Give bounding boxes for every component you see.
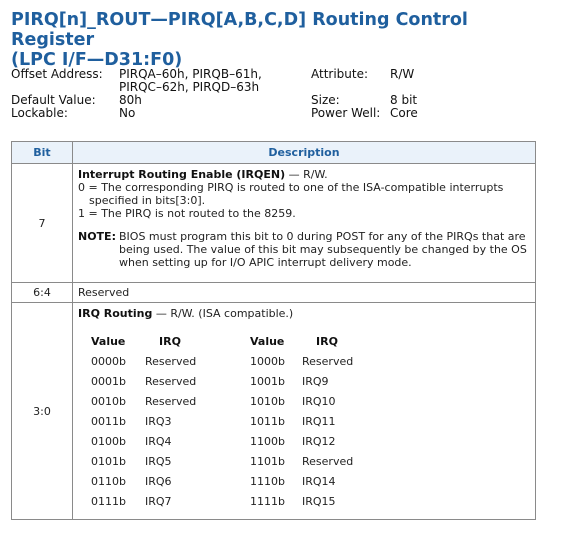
- routing-irq: Reserved: [145, 395, 197, 408]
- routing-value: 0101b: [91, 455, 126, 468]
- bit-cell: 7: [12, 164, 73, 283]
- reserved-text: Reserved: [78, 286, 130, 299]
- field-name: Interrupt Routing Enable (IRQEN): [78, 168, 286, 181]
- column-header-irq: IRQ: [159, 335, 181, 348]
- field-name: IRQ Routing: [78, 307, 153, 320]
- routing-irq: Reserved: [302, 355, 354, 368]
- option-0-text: 0 = The corresponding PIRQ is routed to one of the ISA-compatible interrupts: [78, 181, 504, 194]
- routing-irq: IRQ5: [145, 455, 172, 468]
- description-cell: [73, 283, 536, 303]
- attribute-value: R/W: [390, 67, 415, 81]
- routing-value: 0011b: [91, 415, 126, 428]
- column-header-irq: IRQ: [316, 335, 338, 348]
- field-attribute: — R/W.: [285, 168, 328, 181]
- field-attribute: — R/W. (ISA compatible.): [152, 307, 294, 320]
- routing-irq: Reserved: [302, 455, 354, 468]
- note-text: BIOS must program this bit to 0 during POST for any of the PIRQs that are being used. The value of this bit may subsequently be changed by the OS when setting up for I/O APIC interrupt delivery mode.: [119, 230, 527, 269]
- register-title-line1: PIRQ[n]_ROUT—PIRQ[A,B,C,D] Routing Control Register: [11, 10, 468, 50]
- table-row-bits6-4: [12, 283, 536, 303]
- table-header-row: [12, 142, 536, 164]
- routing-value: 1011b: [250, 415, 285, 428]
- default-value: 80h: [119, 93, 142, 107]
- column-header-value: Value: [250, 335, 285, 348]
- lockable-label: Lockable:: [11, 106, 68, 120]
- offset-value-line1: PIRQA–60h, PIRQB–61h,: [119, 67, 262, 81]
- routing-irq: IRQ6: [145, 475, 172, 488]
- routing-irq: IRQ10: [302, 395, 336, 408]
- note-label: NOTE:: [78, 230, 116, 243]
- routing-irq: IRQ9: [302, 375, 329, 388]
- routing-value: 1100b: [250, 435, 285, 448]
- routing-value: 1001b: [250, 375, 285, 388]
- routing-value: 1110b: [250, 475, 285, 488]
- bit-cell: 6:4: [12, 283, 73, 303]
- attribute-label: Attribute:: [311, 67, 369, 81]
- routing-value: 0110b: [91, 475, 126, 488]
- routing-irq: Reserved: [145, 355, 197, 368]
- power-well-label: Power Well:: [311, 106, 381, 120]
- routing-value: 1111b: [250, 495, 285, 508]
- option-0-continuation: specified in bits[3:0].: [89, 194, 206, 207]
- register-bit-table: [11, 141, 536, 520]
- routing-irq: IRQ15: [302, 495, 336, 508]
- offset-value-line2: PIRQC–62h, PIRQD–63h: [119, 80, 260, 94]
- size-value: 8 bit: [390, 93, 418, 107]
- register-title-line2: (LPC I/F—D31:F0): [11, 50, 183, 70]
- lockable-value: No: [119, 106, 136, 120]
- routing-irq: IRQ3: [145, 415, 172, 428]
- header-description: Description: [73, 142, 536, 164]
- routing-irq: IRQ7: [145, 495, 172, 508]
- routing-value: 1010b: [250, 395, 285, 408]
- note-block: [78, 230, 529, 269]
- power-well-value: Core: [390, 106, 418, 120]
- routing-value: 1000b: [250, 355, 285, 368]
- routing-value: 0000b: [91, 355, 126, 368]
- table-row-bit7: [12, 164, 536, 283]
- routing-irq: IRQ12: [302, 435, 336, 448]
- description-cell: [73, 164, 536, 283]
- routing-value: 1101b: [250, 455, 285, 468]
- routing-irq: IRQ11: [302, 415, 336, 428]
- routing-irq: IRQ4: [145, 435, 172, 448]
- size-label: Size:: [311, 93, 340, 107]
- routing-irq: IRQ14: [302, 475, 336, 488]
- column-header-value: Value: [91, 335, 126, 348]
- irq-routing-table: [91, 335, 529, 508]
- offset-label: Offset Address:: [11, 67, 103, 81]
- routing-value: 0001b: [91, 375, 126, 388]
- description-cell: [73, 303, 536, 520]
- table-row-bits3-0: [12, 303, 536, 520]
- register-title: [11, 10, 556, 70]
- header-bit: Bit: [12, 142, 73, 164]
- routing-irq: Reserved: [145, 375, 197, 388]
- default-value-label: Default Value:: [11, 93, 96, 107]
- routing-value: 0100b: [91, 435, 126, 448]
- bit-cell: 3:0: [12, 303, 73, 520]
- routing-value: 0111b: [91, 495, 126, 508]
- option-1-text: 1 = The PIRQ is not routed to the 8259.: [78, 207, 296, 220]
- routing-value: 0010b: [91, 395, 126, 408]
